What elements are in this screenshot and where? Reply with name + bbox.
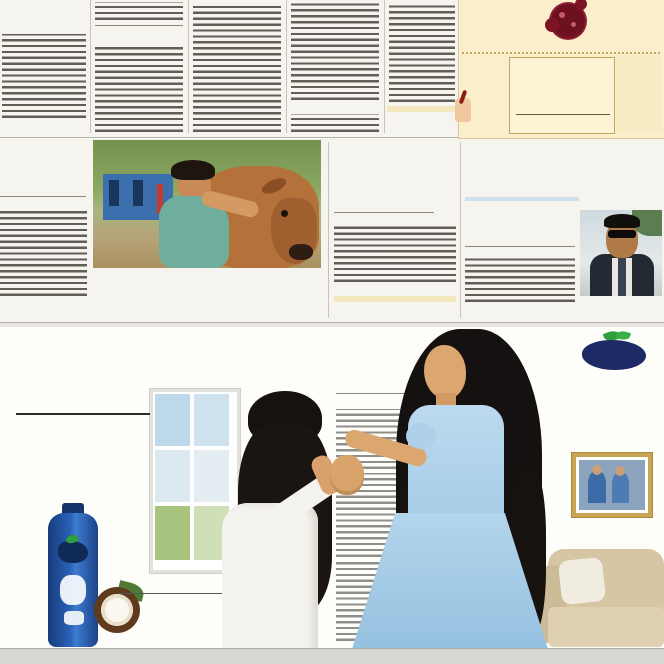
hand-test-tube-icon <box>451 90 475 124</box>
body-text-placeholder <box>291 2 379 100</box>
body-text-placeholder <box>465 258 575 302</box>
window-pane <box>155 506 190 560</box>
body-text-placeholder <box>193 2 281 132</box>
chart-title <box>510 58 614 60</box>
bottle-label <box>60 575 86 605</box>
column-rule <box>328 142 329 318</box>
sinha-portrait-photo <box>580 210 662 296</box>
related-story-box <box>334 296 456 302</box>
column-rule <box>286 0 287 133</box>
sunglasses <box>608 230 636 238</box>
window-pane <box>155 450 190 502</box>
window-pane <box>194 394 229 446</box>
window-pane <box>155 394 190 446</box>
girl-hair <box>171 160 215 180</box>
sofa-cushion <box>558 557 606 605</box>
body-text-placeholder <box>95 44 183 132</box>
bottle-label-2 <box>64 611 84 625</box>
girl-with-cow-photo <box>93 140 321 268</box>
clasped-hands <box>330 455 364 495</box>
chart-x-labels <box>516 115 610 131</box>
column-rule <box>188 0 189 133</box>
body-text-placeholder <box>95 2 183 20</box>
age-distribution-chart <box>509 57 615 134</box>
wall-photo-frame <box>572 453 652 517</box>
window-pane <box>194 450 229 502</box>
parachute-ad <box>0 327 664 648</box>
woman-left-body <box>222 503 318 664</box>
related-story-box <box>387 106 457 112</box>
sleeve-cap <box>406 423 436 449</box>
woman-right-face <box>424 345 466 399</box>
sofa <box>538 549 664 649</box>
body-text-placeholder <box>389 2 455 102</box>
body-text-placeholder <box>291 114 379 132</box>
cow-muzzle <box>289 244 313 260</box>
division-deaths-title <box>616 55 662 57</box>
hair <box>604 214 640 228</box>
body-text-placeholder <box>334 224 456 282</box>
cow-eye <box>281 210 288 217</box>
division-deaths-box <box>616 55 662 132</box>
logo-wordmark <box>582 340 646 370</box>
dotted-divider <box>462 52 660 54</box>
kicker-badge <box>465 197 579 201</box>
byline <box>95 25 183 28</box>
column-rule <box>460 142 461 318</box>
tie <box>618 258 626 296</box>
parachute-advansed-logo <box>574 331 654 393</box>
framed-person <box>588 471 606 503</box>
leather-byline <box>334 212 434 215</box>
framed-person <box>612 472 629 503</box>
body-text-placeholder <box>0 208 87 296</box>
page-bottom-edge <box>0 648 664 664</box>
sofa-seat <box>548 607 664 647</box>
coronavirus-icon <box>545 0 593 46</box>
bottle-logo-blob <box>58 541 88 563</box>
orthi-byline <box>0 196 86 199</box>
body-text-placeholder <box>2 34 86 118</box>
headline-underline <box>16 413 150 415</box>
coconut-icon <box>92 579 144 635</box>
section-divider <box>0 137 458 138</box>
column-rule <box>90 0 91 133</box>
column-rule <box>384 0 385 133</box>
sinha-byline <box>465 246 575 249</box>
chart-bars <box>516 72 610 115</box>
